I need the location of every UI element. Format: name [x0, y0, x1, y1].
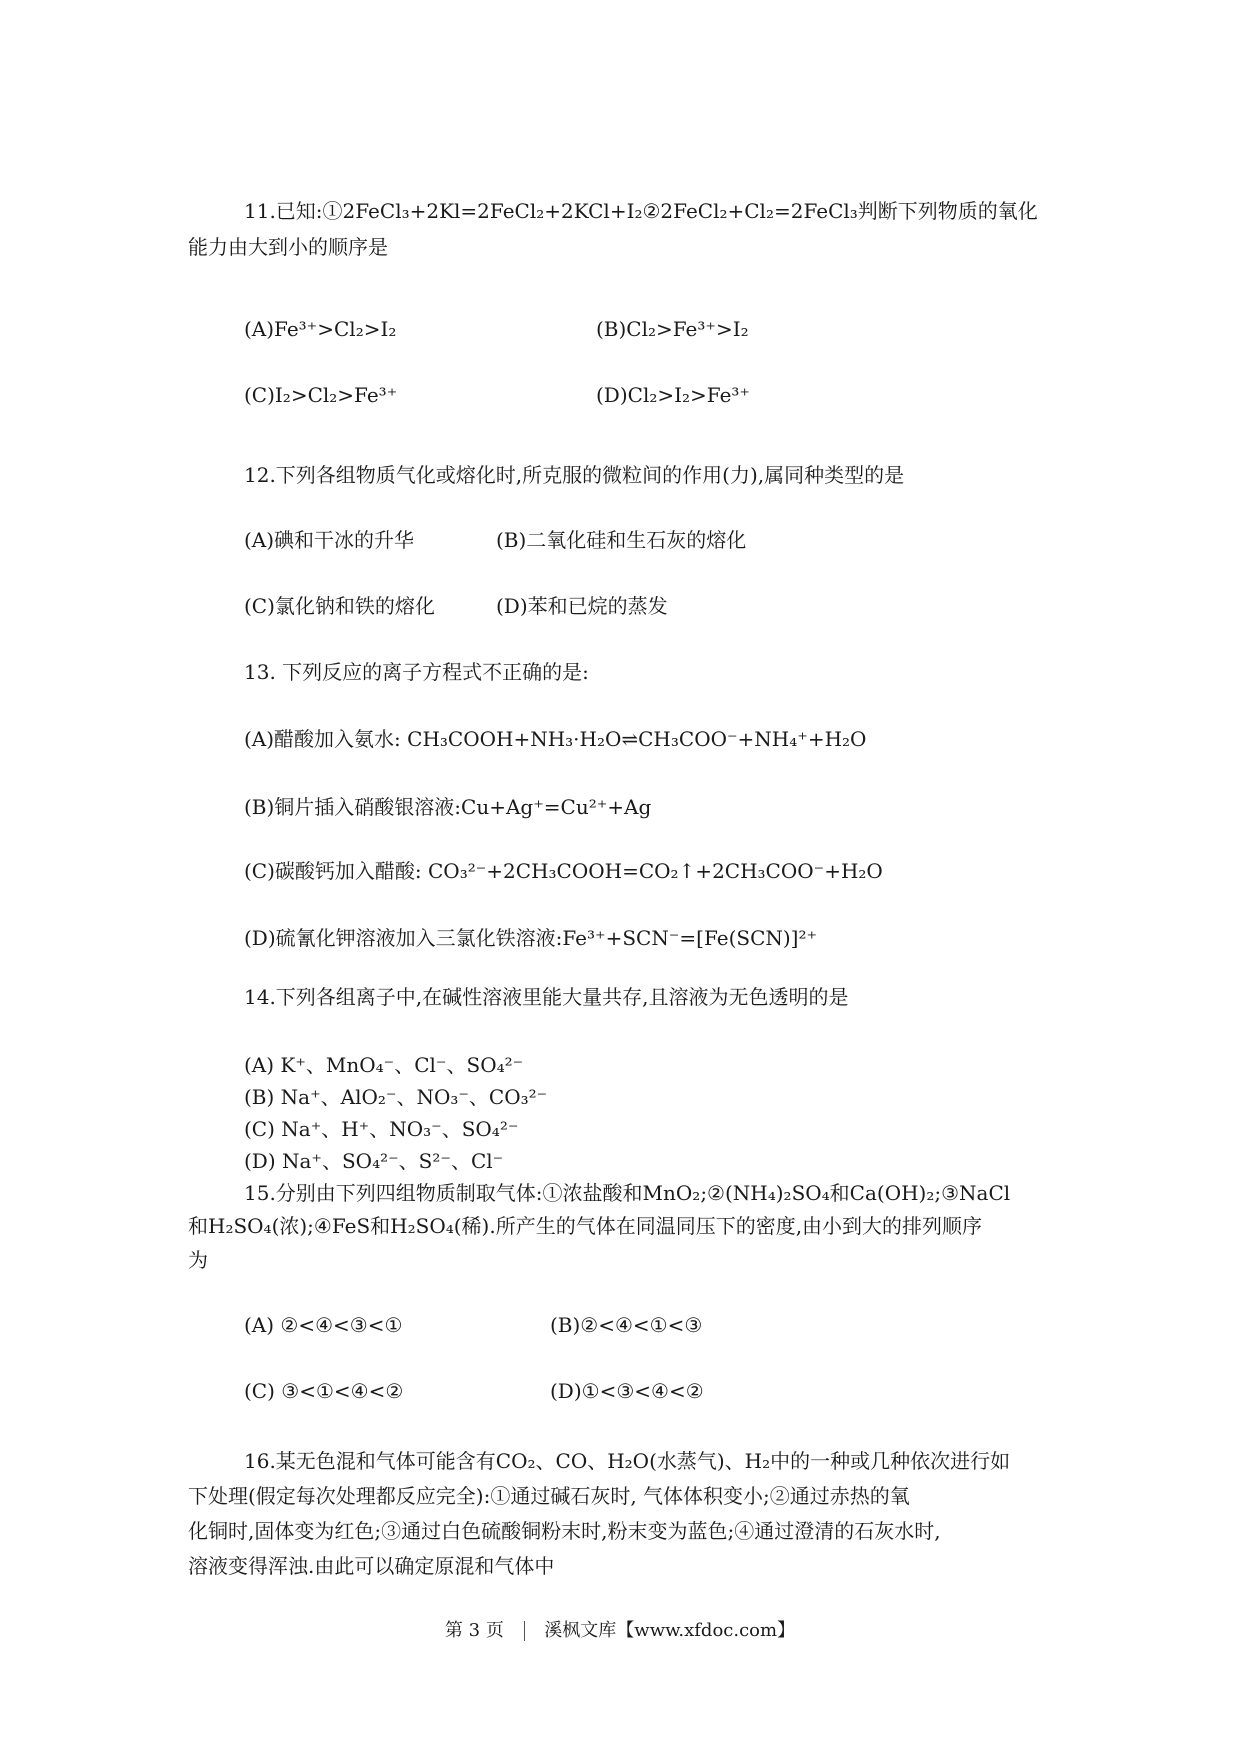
q15-stem-line3: 为 [188, 1248, 208, 1272]
q12-option-a: (A)碘和干冰的升华 [244, 528, 415, 552]
q13-option-c: (C)碳酸钙加入醋酸: CO₃²⁻+2CH₃COOH=CO₂↑+2CH₃COO⁻+H₂O [244, 859, 883, 883]
q15-option-c: (C) ③<①<④<② [244, 1379, 404, 1403]
q16-stem-line2: 下处理(假定每次处理都反应完全):①通过碱石灰时, 气体体积变小;②通过赤热的氧 [188, 1484, 910, 1508]
q13-option-b: (B)铜片插入硝酸银溶液:Cu+Ag⁺=Cu²⁺+Ag [244, 795, 652, 819]
q16-stem-line3: 化铜时,固体变为红色;③通过白色硫酸铜粉末时,粉末变为蓝色;④通过澄清的石灰水时, [188, 1519, 941, 1543]
page-footer [0, 1616, 1240, 1642]
q14-stem: 14.下列各组离子中,在碱性溶液里能大量共存,且溶液为无色透明的是 [244, 985, 849, 1009]
q13-stem: 13. 下列反应的离子方程式不正确的是: [244, 660, 589, 684]
q15-stem-line1: 15.分别由下列四组物质制取气体:①浓盐酸和MnO₂;②(NH₄)₂SO₄和Ca(OH)₂;③NaCl [244, 1181, 1011, 1205]
q14-option-b: (B) Na⁺、AlO₂⁻、NO₃⁻、CO₃²⁻ [244, 1085, 548, 1109]
q15-stem-line2: 和H₂SO₄(浓);④FeS和H₂SO₄(稀).所产生的气体在同温同压下的密度,由小到大的排列顺序 [188, 1214, 983, 1238]
q11-stem-line2: 能力由大到小的顺序是 [188, 235, 388, 259]
page-number: 第 3 页 [444, 1620, 504, 1641]
q13-option-d: (D)硫氰化钾溶液加入三氯化铁溶液:Fe³⁺+SCN⁻=[Fe(SCN)]²⁺ [244, 926, 818, 950]
q11-option-c: (C)I₂>Cl₂>Fe³⁺ [244, 383, 398, 407]
q12-option-d: (D)苯和已烷的蒸发 [496, 594, 668, 618]
q13-option-a: (A)醋酸加入氨水: CH₃COOH+NH₃·H₂O⇌CH₃COO⁻+NH₄⁺+H₂O [244, 727, 867, 751]
q15-option-b: (B)②<④<①<③ [550, 1313, 703, 1337]
q12-stem: 12.下列各组物质气化或熔化时,所克服的微粒间的作用(力),属同种类型的是 [244, 463, 905, 487]
q16-stem-line4: 溶液变得浑浊.由此可以确定原混和气体中 [188, 1554, 555, 1578]
q14-option-c: (C) Na⁺、H⁺、NO₃⁻、SO₄²⁻ [244, 1117, 519, 1141]
q11-option-d: (D)Cl₂>I₂>Fe³⁺ [596, 383, 750, 407]
q12-option-c: (C)氯化钠和铁的熔化 [244, 594, 435, 618]
q11-option-b: (B)Cl₂>Fe³⁺>I₂ [596, 317, 749, 341]
q11-option-a: (A)Fe³⁺>Cl₂>I₂ [244, 317, 397, 341]
q15-option-a: (A) ②<④<③<① [244, 1313, 403, 1337]
q16-stem-line1: 16.某无色混和气体可能含有CO₂、CO、H₂O(水蒸气)、H₂中的一种或几种依次进行如 [244, 1449, 1011, 1473]
footer-divider [524, 1621, 525, 1641]
q15-option-d: (D)①<③<④<② [550, 1379, 704, 1403]
q12-option-b: (B)二氧化硅和生石灰的熔化 [496, 528, 747, 552]
footer-source[interactable]: 溪枫文库【www.xfdoc.com】 [544, 1620, 796, 1641]
q14-option-a: (A) K⁺、MnO₄⁻、Cl⁻、SO₄²⁻ [244, 1053, 524, 1077]
q11-stem-line1: 11.已知:①2FeCl₃+2Kl=2FeCl₂+2KCl+I₂②2FeCl₂+Cl₂=2FeCl₃判断下列物质的氧化 [244, 199, 1038, 223]
q14-option-d: (D) Na⁺、SO₄²⁻、S²⁻、Cl⁻ [244, 1149, 504, 1173]
